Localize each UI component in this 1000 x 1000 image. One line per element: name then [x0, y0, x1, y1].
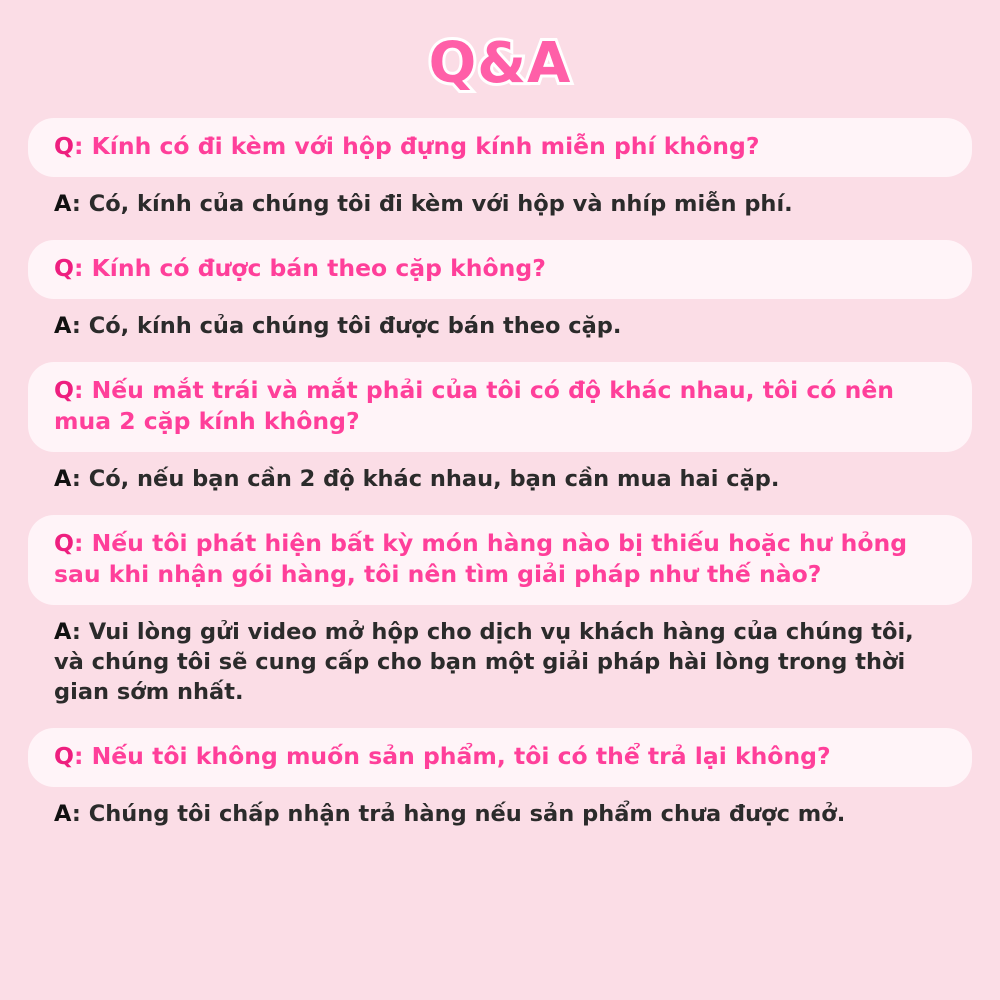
- question-text: Nếu tôi phát hiện bất kỳ món hàng nào bị thiếu hoặc hư hỏng sau khi nhận gói hàng, tôi nên tìm giải pháp như thế nào?: [54, 528, 908, 588]
- faq-question: [28, 728, 972, 787]
- list-item: [28, 118, 972, 232]
- list-item: [28, 240, 972, 354]
- question-text: Kính có được bán theo cặp không?: [91, 253, 546, 282]
- question-prefix: Q: [54, 741, 74, 770]
- question-prefix: Q: [54, 132, 74, 160]
- answer-text: Chúng tôi chấp nhận trả hàng nếu sản phẩm chưa được mở.: [88, 800, 846, 827]
- answer-separator: :: [71, 618, 89, 645]
- list-item: [28, 728, 972, 842]
- answer-prefix: A: [54, 312, 72, 339]
- page-title: Q&A: [428, 31, 572, 96]
- faq-question: [28, 118, 972, 177]
- question-separator: :: [73, 132, 92, 160]
- answer-text: Có, kính của chúng tôi đi kèm với hộp và nhíp miễn phí.: [88, 191, 793, 218]
- question-prefix: Q: [54, 253, 74, 282]
- faq-list: [28, 118, 972, 850]
- question-separator: :: [73, 741, 92, 770]
- faq-answer: [28, 177, 972, 232]
- answer-text: Vui lòng gửi video mở hộp cho dịch vụ khách hàng của chúng tôi, và chúng tôi sẽ cung cấp cho bạn một giải pháp hài lòng trong thời gian sớm nhất.: [54, 618, 914, 705]
- answer-prefix: A: [54, 465, 72, 492]
- list-item: [28, 362, 972, 507]
- faq-question: [28, 515, 972, 605]
- question-separator: :: [73, 253, 92, 282]
- question-text: Nếu tôi không muốn sản phẩm, tôi có thể trả lại không?: [91, 741, 831, 770]
- answer-prefix: A: [54, 191, 72, 218]
- answer-prefix: A: [54, 618, 72, 645]
- faq-question: [28, 240, 972, 299]
- answer-text: Có, nếu bạn cần 2 độ khác nhau, bạn cần mua hai cặp.: [88, 465, 780, 492]
- question-separator: :: [73, 375, 92, 404]
- question-separator: :: [73, 528, 92, 557]
- answer-separator: :: [71, 191, 89, 218]
- faq-answer: [28, 605, 972, 720]
- faq-answer: [28, 452, 972, 507]
- answer-prefix: A: [54, 800, 72, 827]
- answer-separator: :: [71, 312, 89, 339]
- list-item: [28, 515, 972, 720]
- faq-question: [28, 362, 972, 452]
- question-prefix: Q: [54, 528, 74, 557]
- question-prefix: Q: [54, 375, 74, 404]
- faq-answer: [28, 299, 972, 354]
- question-text: Nếu mắt trái và mắt phải của tôi có độ khác nhau, tôi có nên mua 2 cặp kính không?: [54, 375, 895, 435]
- question-text: Kính có đi kèm với hộp đựng kính miễn phí không?: [91, 132, 760, 160]
- answer-text: Có, kính của chúng tôi được bán theo cặp.: [88, 312, 622, 339]
- answer-separator: :: [71, 800, 89, 827]
- answer-separator: :: [71, 465, 89, 492]
- faq-answer: [28, 787, 972, 842]
